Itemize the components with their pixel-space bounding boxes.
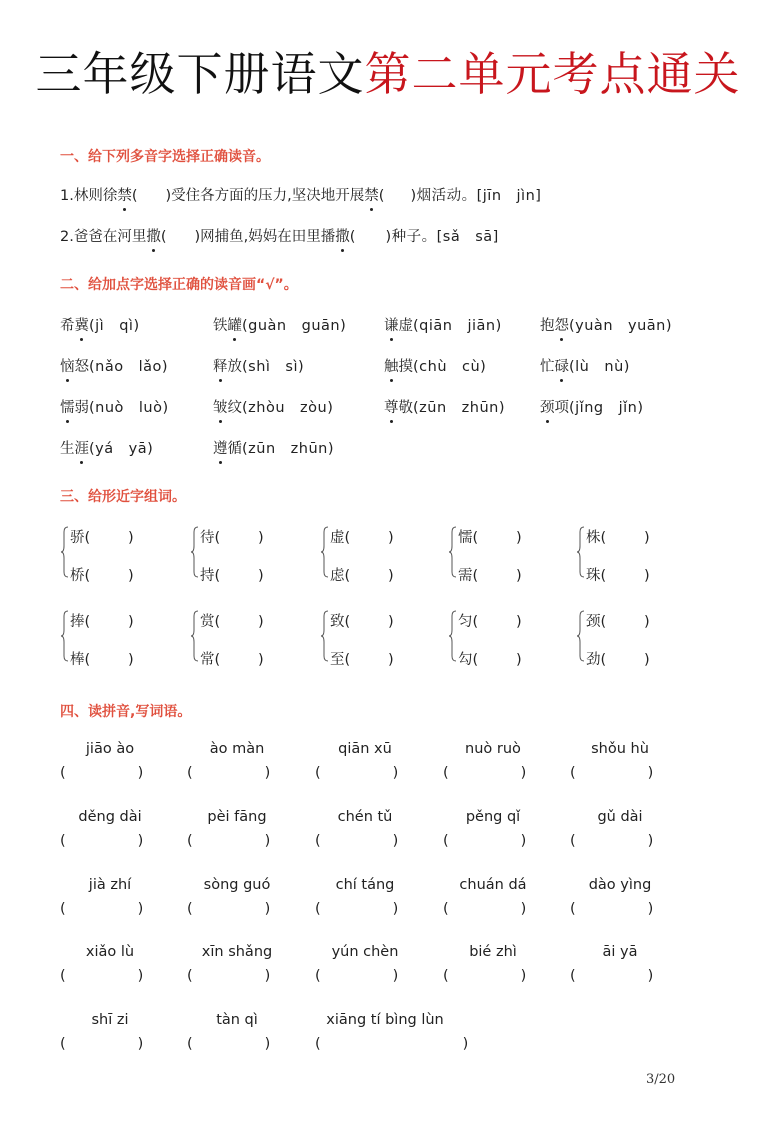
item-pinyin-options: (yuàn yuān) [569, 318, 673, 334]
q1-open-paren-1: ( [131, 188, 138, 204]
char-with-open-paren: 懦( [458, 530, 479, 546]
item-char: 放 [227, 359, 242, 375]
q2-dotted-char-1: 撒 [146, 225, 161, 246]
close-paren: ) [392, 833, 399, 849]
curly-brace-icon [576, 610, 585, 662]
open-paren: ( [60, 1036, 66, 1052]
answer-blank[interactable] [187, 765, 270, 781]
similar-char-pair [190, 526, 300, 584]
close-paren: ) [644, 530, 650, 546]
close-paren: ) [388, 568, 394, 584]
item-pinyin-options: (qiān jiān) [413, 318, 502, 334]
answer-blank[interactable] [570, 833, 653, 849]
close-paren: ) [128, 652, 134, 668]
item-char: 弱 [74, 400, 89, 416]
pinyin-prompt: chén tǔ [337, 809, 393, 825]
close-paren: ) [392, 901, 399, 917]
word-blank-row[interactable] [586, 648, 650, 669]
pronunciation-item[interactable] [60, 314, 140, 335]
item-dotted-char: 恼 [60, 355, 75, 376]
answer-blank[interactable] [570, 968, 653, 984]
pinyin-prompt: gǔ dài [597, 809, 643, 825]
open-paren: ( [570, 833, 576, 849]
close-paren: ) [520, 833, 527, 849]
pinyin-prompt: qiān xū [338, 741, 392, 757]
pinyin-prompt: xīn shǎng [201, 944, 273, 960]
close-paren: ) [264, 968, 271, 984]
open-paren: ( [570, 968, 576, 984]
char-with-open-paren: 需( [458, 568, 479, 584]
word-blank-row[interactable] [586, 564, 650, 585]
close-paren: ) [137, 833, 144, 849]
char-with-open-paren: 至( [330, 652, 351, 668]
open-paren: ( [60, 765, 66, 781]
answer-blank[interactable] [187, 1036, 270, 1052]
pinyin-prompt: pèi fāng [207, 809, 267, 825]
pinyin-prompt: chí táng [335, 877, 395, 893]
close-paren: ) [520, 901, 527, 917]
close-paren: ) [258, 652, 264, 668]
item-dotted-char: 谦 [384, 314, 399, 335]
char-with-open-paren: 虚( [330, 530, 351, 546]
open-paren: ( [315, 968, 321, 984]
pronunciation-item[interactable] [384, 396, 505, 417]
item-char: 铁 [213, 318, 228, 334]
close-paren: ) [516, 530, 522, 546]
open-paren: ( [60, 901, 66, 917]
word-blank-row[interactable] [330, 526, 394, 547]
close-paren: ) [128, 614, 134, 630]
q2-open-paren-1: ( [160, 229, 167, 245]
answer-blank[interactable] [60, 1036, 143, 1052]
char-with-open-paren: 棒( [70, 652, 91, 668]
similar-char-pair [576, 610, 686, 668]
pronunciation-item[interactable] [60, 437, 153, 458]
char-with-open-paren: 劲( [586, 652, 607, 668]
item-dotted-char: 怨 [555, 314, 570, 335]
close-paren: ) [462, 1036, 469, 1052]
q1-text-d: )受住各方面的压力,坚决地开展 [165, 188, 365, 204]
item-dotted-char: 皱 [213, 396, 228, 417]
answer-blank[interactable] [443, 765, 526, 781]
item-dotted-char: 触 [384, 355, 399, 376]
q2-text-g: )种子。[sǎ sā] [385, 229, 499, 245]
item-char: 虚 [398, 318, 413, 334]
pronunciation-item[interactable] [60, 396, 169, 417]
item-pinyin-options: (chù cù) [413, 359, 487, 375]
word-blank-row[interactable] [200, 526, 264, 547]
item-dotted-char: 冀 [75, 314, 90, 335]
pinyin-prompt: pěng qǐ [465, 809, 521, 825]
item-pinyin-options: (shì sì) [242, 359, 305, 375]
word-blank-row[interactable] [200, 610, 264, 631]
page-title [0, 38, 776, 104]
curly-brace-icon [448, 526, 457, 578]
answer-blank[interactable] [187, 833, 270, 849]
pronunciation-item[interactable] [540, 355, 630, 376]
char-with-open-paren: 颈( [586, 614, 607, 630]
item-pinyin-options: (yá yā) [89, 441, 154, 457]
word-blank-row[interactable] [458, 610, 522, 631]
close-paren: ) [128, 530, 134, 546]
curly-brace-icon [320, 526, 329, 578]
open-paren: ( [60, 833, 66, 849]
pinyin-prompt: nuò ruò [465, 741, 521, 757]
similar-char-pair [576, 526, 686, 584]
word-blank-row[interactable] [458, 648, 522, 669]
item-pinyin-options: (nuò luò) [89, 400, 169, 416]
section1-question-1 [60, 184, 541, 205]
close-paren: ) [644, 614, 650, 630]
close-paren: ) [264, 833, 271, 849]
word-blank-row[interactable] [200, 564, 264, 585]
answer-blank[interactable] [315, 968, 398, 984]
close-paren: ) [392, 968, 399, 984]
curly-brace-icon [60, 526, 69, 578]
pinyin-prompt: tàn qì [216, 1012, 258, 1028]
item-pinyin-options: (jì qì) [89, 318, 140, 334]
close-paren: ) [137, 968, 144, 984]
similar-char-pair [320, 526, 430, 584]
word-blank-row[interactable] [458, 564, 522, 585]
pinyin-prompt: shǒu hù [591, 741, 649, 757]
title-part-unit: 第二单元考点通关 [364, 47, 741, 101]
pronunciation-item[interactable] [384, 355, 486, 376]
char-with-open-paren: 常( [200, 652, 221, 668]
section4-heading: 四、读拼音,写词语。 [60, 704, 192, 720]
word-blank-row[interactable] [586, 610, 650, 631]
item-char: 忙 [540, 359, 555, 375]
answer-blank[interactable] [443, 901, 526, 917]
q2-open-paren-2: ( [349, 229, 356, 245]
close-paren: ) [644, 568, 650, 584]
close-paren: ) [520, 968, 527, 984]
q1-dotted-char-1: 禁 [117, 184, 132, 205]
q2-text-a: 2.爸爸在河里 [60, 229, 147, 245]
open-paren: ( [187, 901, 193, 917]
answer-blank[interactable] [60, 968, 143, 984]
word-blank-row[interactable] [70, 648, 134, 669]
answer-blank[interactable] [187, 901, 270, 917]
curly-brace-icon [576, 526, 585, 578]
pinyin-prompt: jià zhí [88, 877, 132, 893]
open-paren: ( [187, 968, 193, 984]
open-paren: ( [443, 765, 449, 781]
item-dotted-char: 罐 [228, 314, 243, 335]
char-with-open-paren: 持( [200, 568, 221, 584]
pinyin-prompt: jiāo ào [85, 741, 135, 757]
item-dotted-char: 尊 [384, 396, 399, 417]
section2-heading: 二、给加点字选择正确的读音画“√”。 [60, 277, 298, 293]
q1-open-paren-2: ( [378, 188, 385, 204]
open-paren: ( [443, 833, 449, 849]
char-with-open-paren: 株( [586, 530, 607, 546]
curly-brace-icon [448, 610, 457, 662]
item-pinyin-options: (lù nù) [569, 359, 630, 375]
curly-brace-icon [190, 610, 199, 662]
pinyin-prompt: ào màn [209, 741, 265, 757]
answer-blank[interactable] [60, 765, 143, 781]
close-paren: ) [392, 765, 399, 781]
close-paren: ) [137, 901, 144, 917]
item-pinyin-options: (nǎo lǎo) [89, 359, 169, 375]
pronunciation-item[interactable] [540, 314, 672, 335]
pinyin-prompt: bié zhì [469, 944, 517, 960]
pinyin-prompt: xiǎo lù [85, 944, 135, 960]
section1-heading: 一、给下列多音字选择正确读音。 [60, 149, 270, 165]
pinyin-prompt: shī zi [91, 1012, 129, 1028]
answer-blank[interactable] [315, 901, 398, 917]
close-paren: ) [644, 652, 650, 668]
close-paren: ) [647, 765, 654, 781]
q2-text-d: )网捕鱼,妈妈在田里播 [194, 229, 336, 245]
similar-char-pair [448, 610, 558, 668]
q1-text-a: 1.林则徐 [60, 188, 118, 204]
close-paren: ) [516, 614, 522, 630]
char-with-open-paren: 桥( [70, 568, 91, 584]
item-char: 抱 [540, 318, 555, 334]
answer-blank[interactable] [187, 968, 270, 984]
section1-question-2 [60, 225, 499, 246]
open-paren: ( [187, 765, 193, 781]
item-char: 项 [554, 400, 569, 416]
pinyin-prompt: xiāng tí bìng lùn [326, 1012, 444, 1028]
close-paren: ) [264, 765, 271, 781]
pronunciation-item[interactable] [384, 314, 502, 335]
open-paren: ( [570, 765, 576, 781]
answer-blank[interactable] [60, 833, 143, 849]
open-paren: ( [315, 833, 321, 849]
item-dotted-char: 涯 [75, 437, 90, 458]
pinyin-prompt: āi yā [602, 944, 638, 960]
word-blank-row[interactable] [330, 610, 394, 631]
pinyin-prompt: děng dài [78, 809, 142, 825]
item-char: 怒 [74, 359, 89, 375]
open-paren: ( [315, 901, 321, 917]
item-dotted-char: 遵 [213, 437, 228, 458]
pronunciation-item[interactable] [213, 314, 346, 335]
item-dotted-char: 碌 [555, 355, 570, 376]
q2-dotted-char-2: 撒 [335, 225, 350, 246]
item-pinyin-options: (zūn zhūn) [413, 400, 505, 416]
close-paren: ) [128, 568, 134, 584]
char-with-open-paren: 赏( [200, 614, 221, 630]
item-pinyin-options: (zūn zhūn) [242, 441, 334, 457]
close-paren: ) [388, 530, 394, 546]
pinyin-prompt: dào yìng [588, 877, 652, 893]
title-part-grade: 三年级下册语文 [35, 47, 365, 101]
item-char: 循 [227, 441, 242, 457]
item-pinyin-options: (zhòu zòu) [242, 400, 334, 416]
answer-blank[interactable] [443, 968, 526, 984]
answer-blank[interactable] [570, 901, 653, 917]
item-dotted-char: 释 [213, 355, 228, 376]
item-char: 摸 [398, 359, 413, 375]
char-with-open-paren: 匀( [458, 614, 479, 630]
item-pinyin-options: (jǐng jǐn) [569, 400, 644, 416]
word-blank-row[interactable] [330, 648, 394, 669]
item-pinyin-options: (guàn guān) [242, 318, 347, 334]
close-paren: ) [647, 901, 654, 917]
page-number: 3/20 [646, 1072, 676, 1087]
char-with-open-paren: 捧( [70, 614, 91, 630]
word-blank-row[interactable] [330, 564, 394, 585]
item-dotted-char: 懦 [60, 396, 75, 417]
pronunciation-item[interactable] [213, 396, 333, 417]
section3-heading: 三、给形近字组词。 [60, 489, 186, 505]
answer-blank[interactable] [60, 901, 143, 917]
open-paren: ( [187, 833, 193, 849]
word-blank-row[interactable] [70, 610, 134, 631]
pronunciation-item[interactable] [213, 437, 334, 458]
item-char: 纹 [227, 400, 242, 416]
similar-char-pair [320, 610, 430, 668]
char-with-open-paren: 致( [330, 614, 351, 630]
close-paren: ) [647, 833, 654, 849]
open-paren: ( [60, 968, 66, 984]
curly-brace-icon [320, 610, 329, 662]
close-paren: ) [516, 652, 522, 668]
close-paren: ) [264, 1036, 271, 1052]
word-blank-row[interactable] [458, 526, 522, 547]
similar-char-pair [448, 526, 558, 584]
item-char: 生 [60, 441, 75, 457]
pronunciation-item[interactable] [60, 355, 168, 376]
q1-dotted-char-2: 禁 [364, 184, 379, 205]
word-blank-row[interactable] [200, 648, 264, 669]
char-with-open-paren: 珠( [586, 568, 607, 584]
word-blank-row[interactable] [586, 526, 650, 547]
word-blank-row[interactable] [70, 526, 134, 547]
char-with-open-paren: 待( [200, 530, 221, 546]
q1-text-g: )烟活动。[jīn jìn] [410, 188, 542, 204]
char-with-open-paren: 虑( [330, 568, 351, 584]
close-paren: ) [258, 614, 264, 630]
similar-char-pair [190, 610, 300, 668]
answer-blank[interactable] [315, 1036, 468, 1052]
open-paren: ( [443, 968, 449, 984]
close-paren: ) [258, 568, 264, 584]
pinyin-prompt: chuán dá [459, 877, 527, 893]
answer-blank[interactable] [570, 765, 653, 781]
answer-blank[interactable] [315, 765, 398, 781]
answer-blank[interactable] [315, 833, 398, 849]
item-dotted-char: 颈 [540, 396, 555, 417]
close-paren: ) [137, 765, 144, 781]
open-paren: ( [570, 901, 576, 917]
close-paren: ) [647, 968, 654, 984]
word-blank-row[interactable] [70, 564, 134, 585]
open-paren: ( [187, 1036, 193, 1052]
close-paren: ) [388, 652, 394, 668]
pronunciation-item[interactable] [540, 396, 644, 417]
char-with-open-paren: 骄( [70, 530, 91, 546]
answer-blank[interactable] [443, 833, 526, 849]
item-char: 希 [60, 318, 75, 334]
curly-brace-icon [190, 526, 199, 578]
similar-char-pair [60, 610, 170, 668]
close-paren: ) [388, 614, 394, 630]
similar-char-pair [60, 526, 170, 584]
open-paren: ( [315, 765, 321, 781]
close-paren: ) [520, 765, 527, 781]
pinyin-prompt: sòng guó [203, 877, 271, 893]
open-paren: ( [443, 901, 449, 917]
close-paren: ) [137, 1036, 144, 1052]
close-paren: ) [516, 568, 522, 584]
close-paren: ) [258, 530, 264, 546]
close-paren: ) [264, 901, 271, 917]
pinyin-prompt: yún chèn [331, 944, 399, 960]
open-paren: ( [315, 1036, 321, 1052]
curly-brace-icon [60, 610, 69, 662]
item-char: 敬 [398, 400, 413, 416]
pronunciation-item[interactable] [213, 355, 304, 376]
char-with-open-paren: 勾( [458, 652, 479, 668]
